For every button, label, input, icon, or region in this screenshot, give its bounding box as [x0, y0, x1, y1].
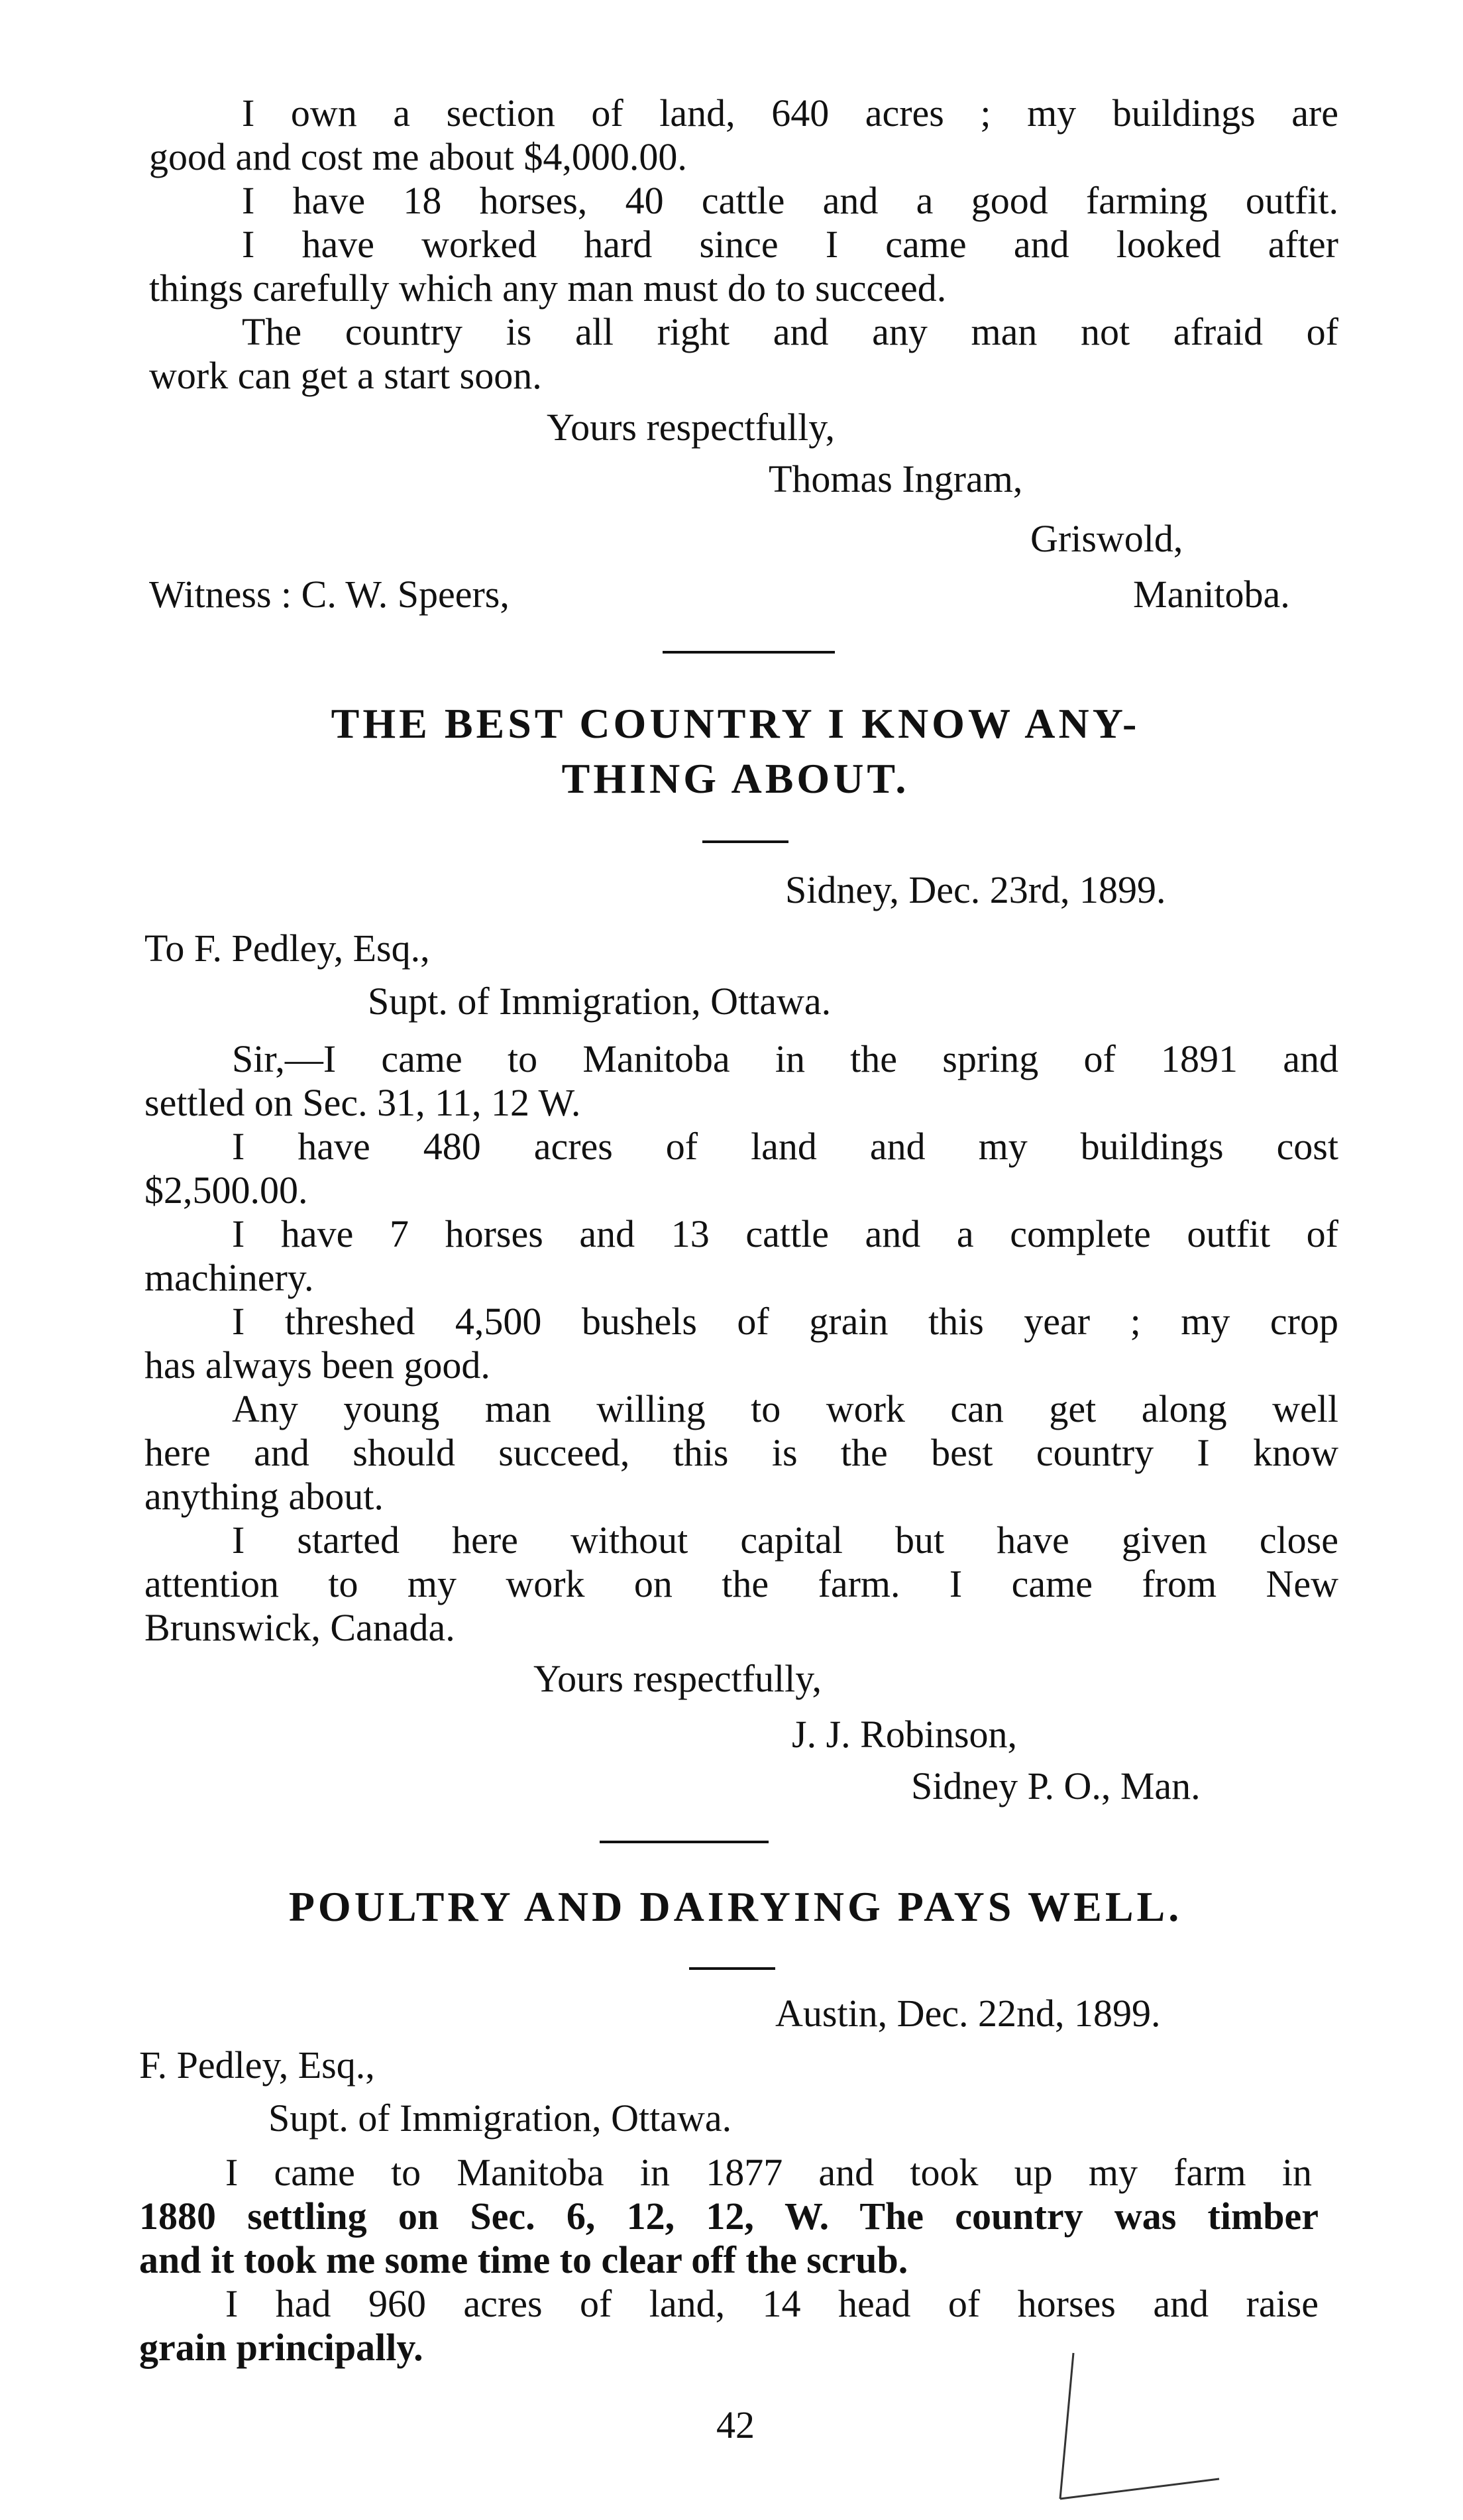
paragraph-line: Any young man willing to work can get along well: [232, 1387, 1338, 1430]
paragraph-line: I had 960 acres of land, 14 head of horses and raise: [225, 2282, 1319, 2325]
paragraph-line: machinery.: [144, 1256, 314, 1299]
place-line: Manitoba.: [1133, 573, 1290, 616]
scan-mark: [1047, 2346, 1246, 2505]
paragraph-line: work can get a start soon.: [149, 354, 542, 397]
paragraph-line: settled on Sec. 31, 11, 12 W.: [144, 1081, 581, 1124]
addressee-title: Supt. of Immigration, Ottawa.: [268, 2096, 732, 2140]
heading-rule: [702, 840, 788, 843]
paragraph-line: The country is all right and any man not afraid of: [242, 310, 1338, 353]
paragraph-line: I started here without capital but have given close: [232, 1518, 1338, 1562]
paragraph-line: grain principally.: [139, 2326, 423, 2369]
paragraph-line: attention to my work on the farm. I came from New: [144, 1562, 1338, 1605]
paragraph-line: $2,500.00.: [144, 1169, 308, 1212]
paragraph-line: I have worked hard since I came and looked after: [242, 223, 1338, 266]
closing: Yours respectfully,: [547, 406, 835, 449]
closing: Yours respectfully,: [533, 1657, 822, 1700]
heading-rule: [689, 1967, 775, 1970]
signature: Thomas Ingram,: [769, 457, 1023, 500]
paragraph-line: Sir,—I came to Manitoba in the spring of 1891 and: [232, 1037, 1338, 1080]
section-divider: [663, 651, 835, 654]
paragraph-line: things carefully which any man must do to succeed.: [149, 266, 947, 310]
paragraph-line: I own a section of land, 640 acres ; my buildings are: [242, 91, 1338, 135]
paragraph-line: anything about.: [144, 1475, 384, 1518]
paragraph-line: Brunswick, Canada.: [144, 1606, 455, 1649]
paragraph-line: 1880 settling on Sec. 6, 12, 12, W. The country was timber: [139, 2195, 1319, 2238]
signature: J. J. Robinson,: [792, 1713, 1018, 1756]
dateline: Sidney, Dec. 23rd, 1899.: [785, 868, 1166, 911]
paragraph-line: I have 18 horses, 40 cattle and a good farming outfit.: [242, 179, 1338, 222]
addressee-title: Supt. of Immigration, Ottawa.: [368, 980, 832, 1023]
witness-line: Witness : C. W. Speers,: [149, 573, 510, 616]
paragraph-line: good and cost me about $4,000.00.: [149, 135, 687, 178]
section-divider: [600, 1841, 769, 1843]
addressee: F. Pedley, Esq.,: [139, 2043, 375, 2087]
paragraph-line: here and should succeed, this is the best country I know: [144, 1431, 1338, 1474]
paragraph-line: I came to Manitoba in 1877 and took up my farm in: [225, 2151, 1312, 2194]
paragraph-line: I threshed 4,500 bushels of grain this year ; my crop: [232, 1300, 1338, 1343]
paragraph-line: I have 7 horses and 13 cattle and a complete outfit of: [232, 1212, 1338, 1255]
section-heading: THE BEST COUNTRY I KNOW ANY-: [331, 700, 1140, 747]
paragraph-line: and it took me some time to clear off the scrub.: [139, 2238, 908, 2281]
dateline: Austin, Dec. 22nd, 1899.: [775, 1992, 1161, 2035]
place-line: Griswold,: [1030, 517, 1183, 560]
section-heading: THING ABOUT.: [561, 755, 910, 802]
page-number: 42: [716, 2403, 755, 2446]
place-line: Sidney P. O., Man.: [911, 1764, 1201, 1807]
paragraph-line: I have 480 acres of land and my buildings cost: [232, 1125, 1338, 1168]
paragraph-line: has always been good.: [144, 1344, 490, 1387]
addressee: To F. Pedley, Esq.,: [144, 927, 430, 970]
section-heading: POULTRY AND DAIRYING PAYS WELL.: [288, 1883, 1183, 1930]
